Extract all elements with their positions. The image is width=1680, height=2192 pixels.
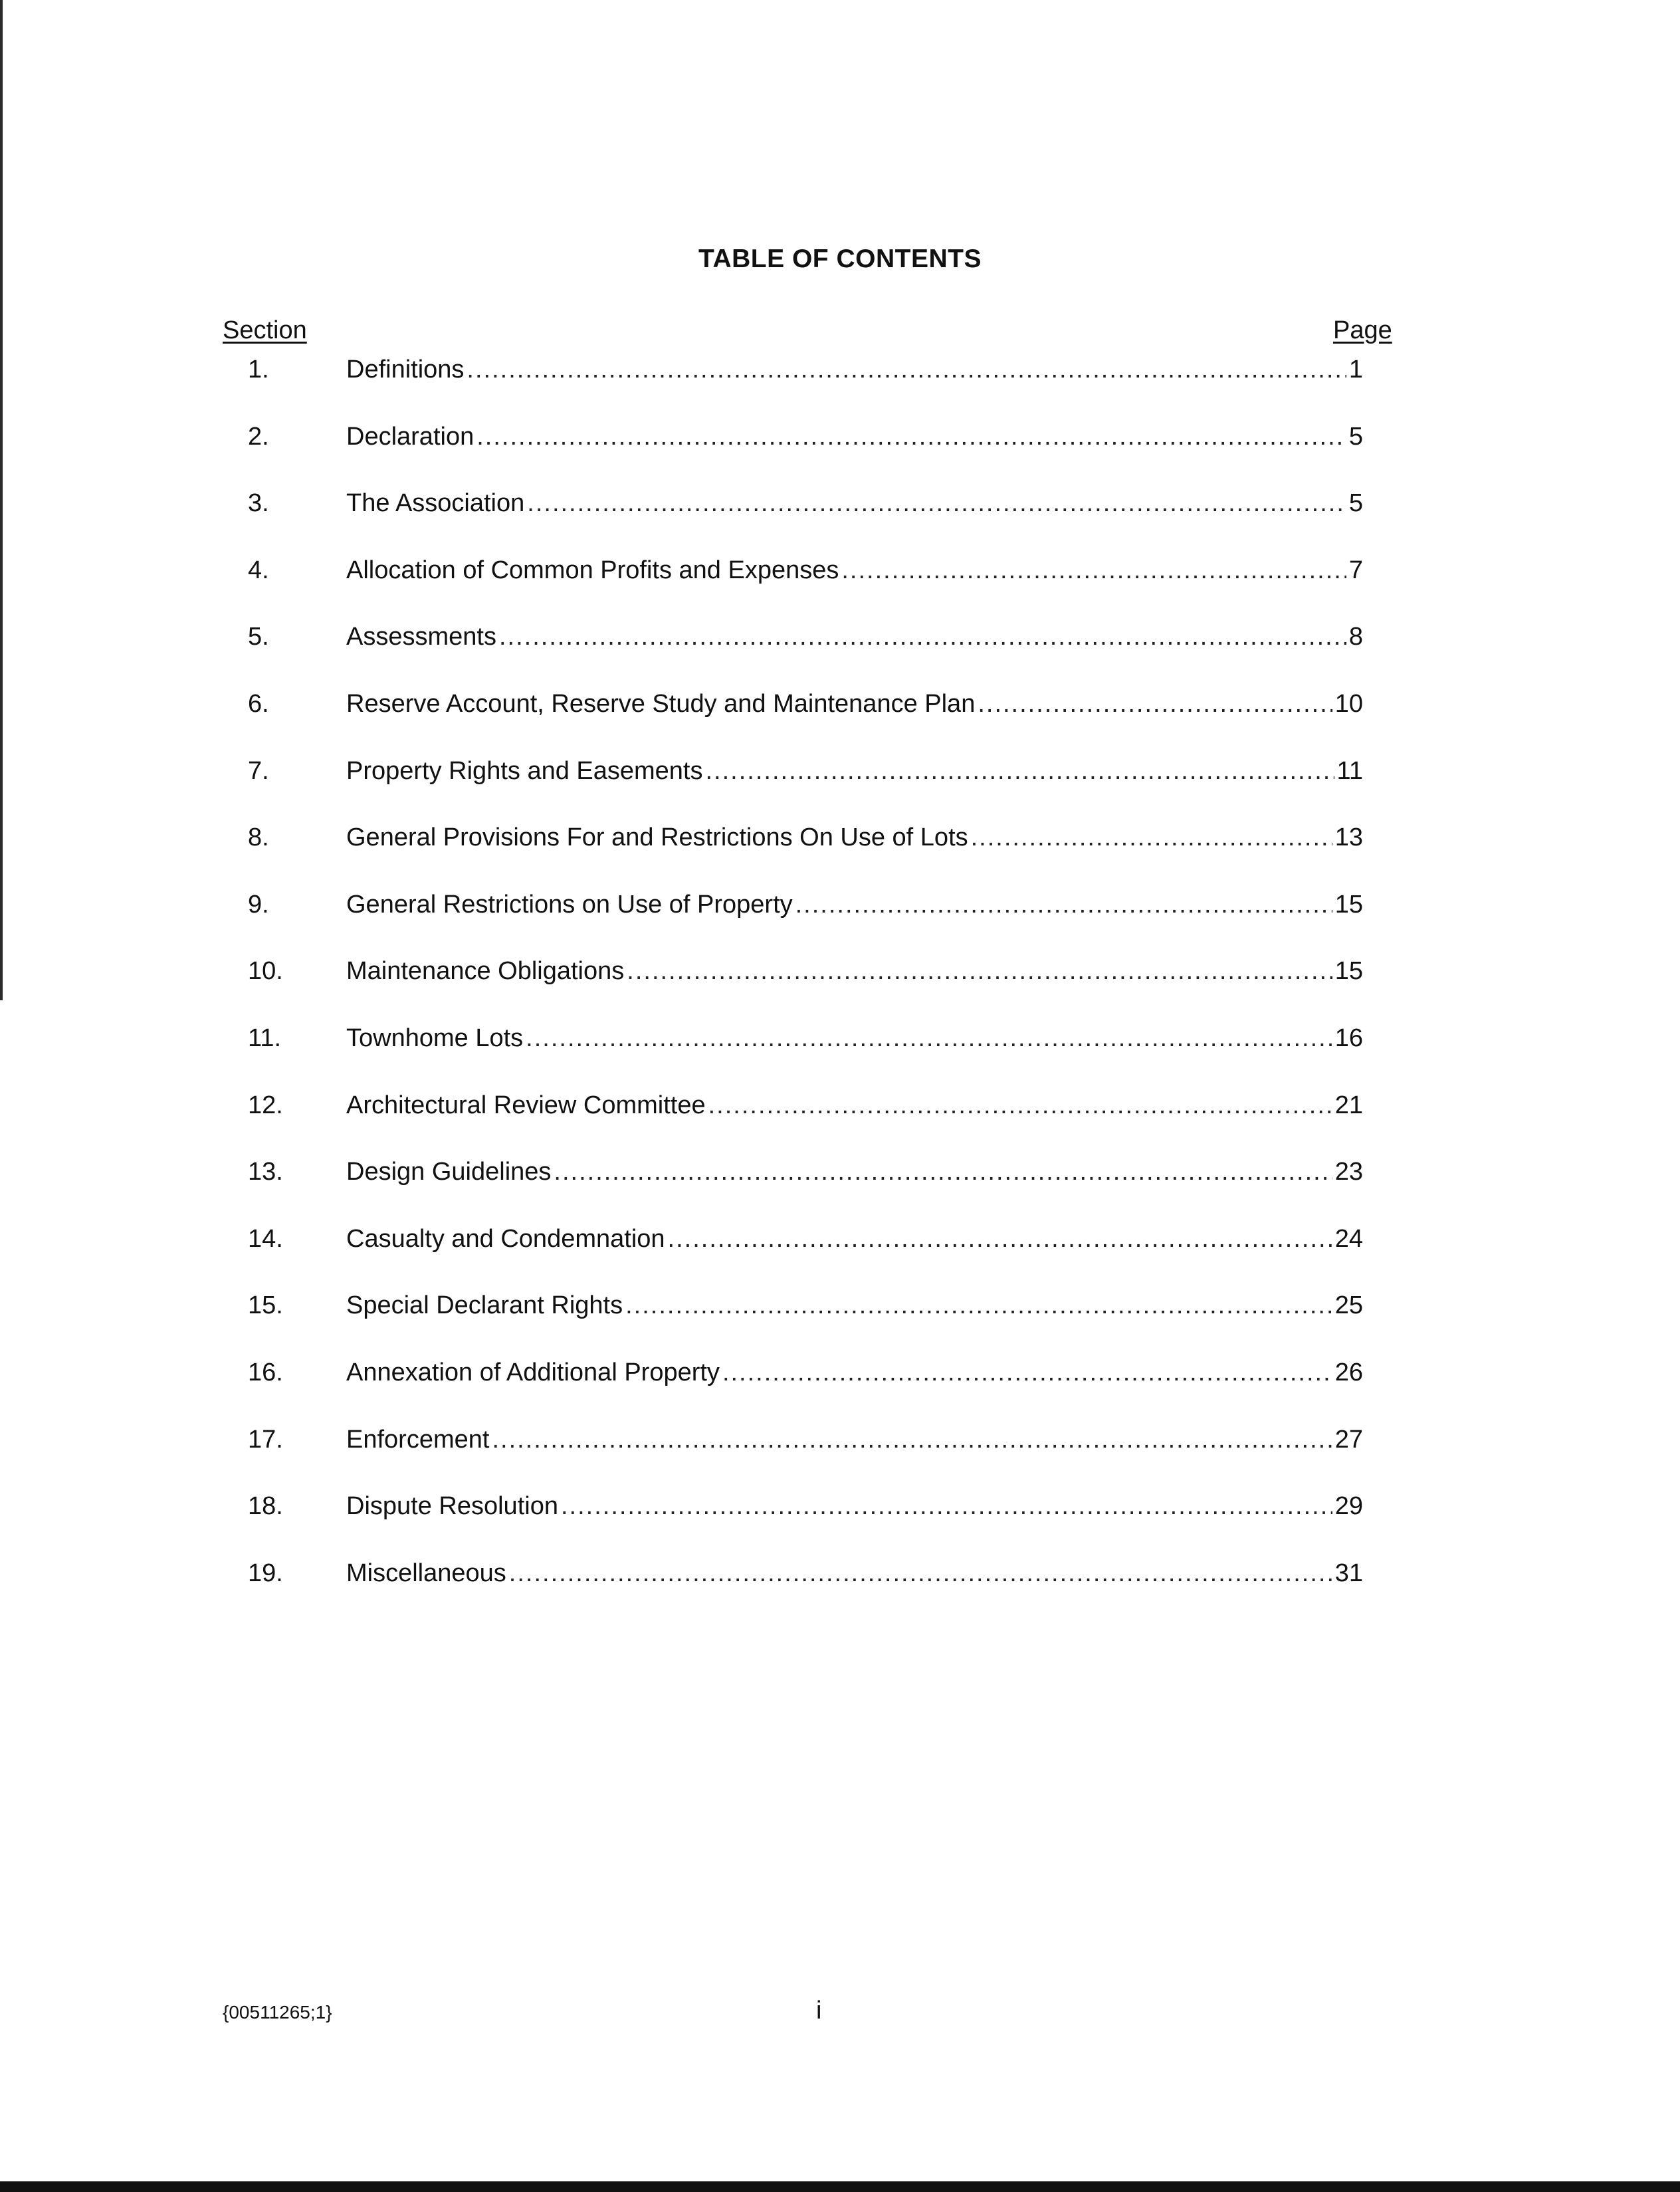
toc-entry-line: [346, 1557, 1363, 1590]
toc-entry-page: 15: [1334, 957, 1363, 986]
toc-entry-page: 1: [1348, 356, 1363, 384]
toc-entry-line: [346, 353, 1363, 386]
toc-entry-title: General Provisions For and Restrictions On Use of Lots: [346, 823, 968, 852]
toc-entry-title: General Restrictions on Use of Property: [346, 890, 793, 919]
page-column-header: Page: [1333, 316, 1392, 344]
toc-entry-number: 1.: [248, 356, 269, 384]
toc-entry-title: Maintenance Obligations: [346, 957, 625, 986]
toc-entry-line: [346, 821, 1363, 854]
toc-entry-title: Assessments: [346, 623, 496, 651]
toc-entry-number: 2.: [248, 422, 269, 451]
toc-entry-title: Design Guidelines: [346, 1158, 552, 1186]
toc-entry-number: 6.: [248, 689, 269, 718]
toc-entry-number: 10.: [248, 957, 283, 986]
toc-entry-title: Annexation of Additional Property: [346, 1358, 720, 1386]
dot-leader: [795, 888, 1332, 921]
document-id: {00511265;1}: [223, 2002, 332, 2023]
toc-entry-number: 5.: [248, 623, 269, 651]
toc-entry-number: 13.: [248, 1158, 283, 1186]
toc-entry[interactable]: [223, 1485, 1379, 1553]
dot-leader: [561, 1489, 1332, 1523]
page-number: i: [816, 1997, 822, 2025]
toc-entry-page: 27: [1334, 1425, 1363, 1454]
toc-entry-page: 5: [1348, 422, 1363, 451]
toc-entry[interactable]: [223, 1085, 1379, 1152]
toc-entry-line: [346, 1489, 1363, 1523]
toc-entry-number: 3.: [248, 489, 269, 518]
toc-entry-title: Architectural Review Committee: [346, 1091, 706, 1119]
toc-entry-title: Special Declarant Rights: [346, 1291, 623, 1320]
dot-leader: [722, 1356, 1332, 1389]
toc-entry-page: 29: [1334, 1492, 1363, 1521]
dot-leader: [499, 620, 1346, 653]
toc-entry[interactable]: [223, 950, 1379, 1018]
toc-entry[interactable]: [223, 550, 1379, 617]
toc-entry-line: [346, 1089, 1363, 1122]
toc-entry-number: 7.: [248, 756, 269, 785]
toc-entry-line: [346, 1022, 1363, 1055]
toc-entry[interactable]: [223, 1218, 1379, 1285]
toc-entry[interactable]: [223, 817, 1379, 884]
toc-entry-title: Definitions: [346, 356, 465, 384]
dot-leader: [509, 1557, 1332, 1590]
toc-entry-number: 9.: [248, 890, 269, 919]
toc-entry-line: [346, 1222, 1363, 1256]
toc-entry-title: Dispute Resolution: [346, 1492, 558, 1521]
toc-entry-title: Miscellaneous: [346, 1559, 506, 1587]
dot-leader: [708, 1089, 1332, 1122]
section-column-header: Section: [223, 316, 307, 344]
toc-entry-line: [346, 687, 1363, 720]
toc-entry[interactable]: [223, 616, 1379, 683]
toc-entry-number: 12.: [248, 1091, 283, 1119]
toc-list: [223, 349, 1379, 1619]
toc-entry-title: Enforcement: [346, 1425, 490, 1454]
dot-leader: [527, 487, 1346, 520]
toc-entry[interactable]: [223, 483, 1379, 550]
toc-entry-line: [346, 1289, 1363, 1322]
dot-leader: [971, 821, 1332, 854]
toc-entry-title: Reserve Account, Reserve Study and Maintenance Plan: [346, 689, 976, 718]
toc-entry-page: 7: [1348, 556, 1363, 584]
toc-entry[interactable]: [223, 1419, 1379, 1486]
toc-entry-title: Property Rights and Easements: [346, 756, 703, 785]
toc-entry-number: 19.: [248, 1559, 283, 1587]
scan-edge-line: [0, 0, 3, 1000]
dot-leader: [978, 687, 1332, 720]
page-title: TABLE OF CONTENTS: [698, 245, 982, 273]
toc-entry[interactable]: [223, 683, 1379, 750]
toc-entry-title: The Association: [346, 489, 525, 518]
toc-entry-number: 14.: [248, 1224, 283, 1253]
toc-entry-line: [346, 954, 1363, 988]
toc-entry-line: [346, 620, 1363, 653]
toc-entry-page: 5: [1348, 489, 1363, 518]
toc-entry-page: 16: [1334, 1024, 1363, 1052]
dot-leader: [492, 1423, 1332, 1456]
toc-entry-title: Allocation of Common Profits and Expenses: [346, 556, 839, 584]
toc-entry-line: [346, 1356, 1363, 1389]
toc-entry-page: 25: [1334, 1291, 1363, 1320]
toc-entry-page: 23: [1334, 1158, 1363, 1186]
toc-entry-number: 15.: [248, 1291, 283, 1320]
toc-entry-number: 16.: [248, 1358, 283, 1386]
toc-entry-line: [346, 754, 1363, 788]
toc-entry-number: 17.: [248, 1425, 283, 1454]
dot-leader: [625, 1289, 1332, 1322]
dot-leader: [627, 954, 1332, 988]
dot-leader: [841, 554, 1346, 587]
toc-entry-page: 13: [1334, 823, 1363, 852]
toc-entry[interactable]: [223, 884, 1379, 951]
dot-leader: [467, 353, 1346, 386]
toc-entry-page: 11: [1336, 756, 1363, 785]
toc-entry-page: 8: [1348, 623, 1363, 651]
toc-entry-line: [346, 888, 1363, 921]
toc-entry-line: [346, 420, 1363, 453]
toc-entry-page: 21: [1334, 1091, 1363, 1119]
toc-entry[interactable]: [223, 1285, 1379, 1352]
toc-entry[interactable]: [223, 349, 1379, 416]
toc-entry-number: 8.: [248, 823, 269, 852]
toc-entry-title: Casualty and Condemnation: [346, 1224, 665, 1253]
toc-entry-line: [346, 1155, 1363, 1188]
toc-entry-line: [346, 487, 1363, 520]
toc-entry[interactable]: [223, 1553, 1379, 1620]
dot-leader: [706, 754, 1334, 788]
toc-entry-page: 26: [1334, 1358, 1363, 1386]
dot-leader: [554, 1155, 1332, 1188]
toc-entry[interactable]: [223, 750, 1379, 818]
toc-entry-line: [346, 1423, 1363, 1456]
toc-entry-title: Declaration: [346, 422, 474, 451]
toc-entry[interactable]: [223, 1151, 1379, 1218]
toc-entry-number: 11.: [248, 1024, 282, 1052]
dot-leader: [526, 1022, 1332, 1055]
toc-entry-number: 4.: [248, 556, 269, 584]
scan-bottom-edge: [0, 2181, 1680, 2192]
toc-entry[interactable]: [223, 416, 1379, 483]
toc-entry-title: Townhome Lots: [346, 1024, 524, 1052]
toc-entry[interactable]: [223, 1018, 1379, 1085]
toc-entry-line: [346, 554, 1363, 587]
toc-entry-page: 24: [1334, 1224, 1363, 1253]
toc-entry[interactable]: [223, 1352, 1379, 1419]
dot-leader: [668, 1222, 1332, 1256]
toc-entry-page: 31: [1334, 1559, 1363, 1587]
toc-entry-number: 18.: [248, 1492, 283, 1521]
toc-entry-page: 10: [1334, 689, 1363, 718]
dot-leader: [476, 420, 1346, 453]
toc-entry-page: 15: [1334, 890, 1363, 919]
